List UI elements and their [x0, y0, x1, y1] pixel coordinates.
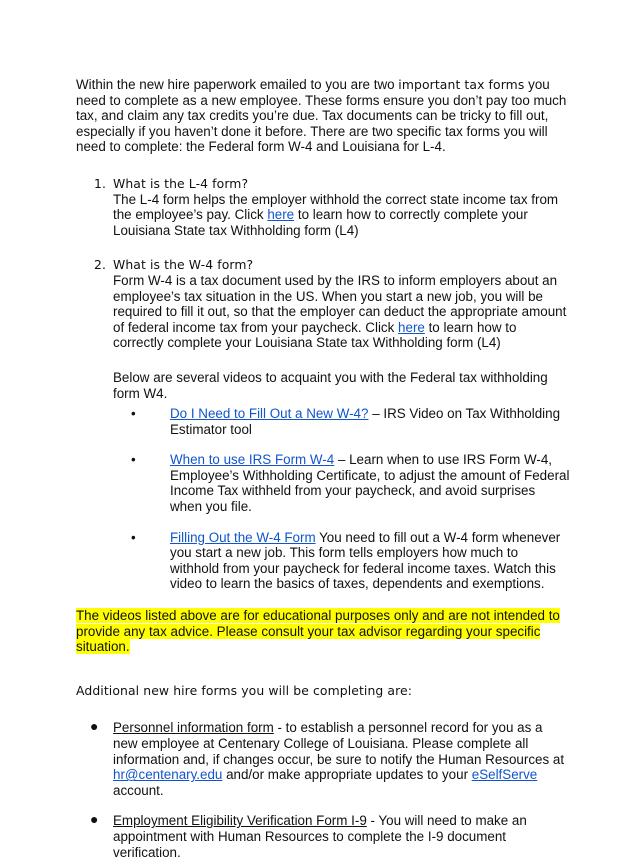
- bullet-icon: ●: [90, 718, 99, 735]
- video-item: [76, 530, 570, 592]
- bullet-icon: •: [131, 529, 136, 545]
- personnel-form-text: - to establish a personnel record for you as a new employee at Centenary College of Louisiana. Please complete all information and, if changes occur, be sure to notify the Human Resources at: [113, 720, 565, 767]
- w4-answer: [113, 273, 570, 351]
- l4-question: What is the L-4 form?: [113, 175, 249, 191]
- personnel-form-item: [76, 720, 570, 798]
- l4-here-link[interactable]: here: [267, 207, 295, 223]
- personnel-form-text-2: and/or make appropriate updates to your: [222, 767, 472, 783]
- intro-text-end: you need to complete as a new employee. These forms ensure you don’t pay too much tax, and claim any tax credits you’re due. Tax documents can be tricky to fill out, especially if you haven’t done it before. There are two specific tax forms you will need to complete: the Federal form W-4 and Louisiana for L-4.: [76, 77, 567, 155]
- video-item: [76, 452, 570, 514]
- disclaimer: [76, 608, 570, 655]
- l4-answer: [113, 192, 570, 239]
- personnel-form-title: Personnel information form: [113, 720, 274, 736]
- additional-forms-heading: Additional new hire forms you will be completing are:: [76, 682, 413, 698]
- w4-question: What is the W-4 form?: [113, 257, 254, 273]
- i9-form-text: - You will need to make an appointment with Human Resources to complete the I-9 document verification.: [113, 813, 527, 860]
- intro-text-start: Within the new hire paperwork emailed to you are two: [76, 77, 399, 92]
- video-description: You need to fill out a W-4 form whenever you start a new job. This form tells employers how much to withhold from your paycheck for federal income taxes. Watch this video to learn the basics of taxes, dependents and exemptions.: [170, 529, 561, 592]
- additional-forms-list: [76, 720, 570, 860]
- hr-email-link[interactable]: hr@centenary.edu: [113, 767, 223, 783]
- videos-intro: Below are several videos to acquaint you with the Federal tax withholding form W4.: [113, 369, 548, 401]
- l4-answer-text: The L-4 form helps the employer withhold the correct state income tax from the employee’s pay. Click: [113, 191, 559, 223]
- disclaimer-highlight: The videos listed above are for educational purposes only and are not intended to provide any tax advice. Please consult your tax advisor regarding your specific situation.: [76, 608, 560, 655]
- i9-form-item: [76, 813, 570, 860]
- bullet-icon: •: [131, 452, 136, 468]
- personnel-form-text-3: account.: [113, 782, 164, 798]
- w4-answer-text-end: to learn how to correctly complete your Louisiana State tax Withholding form (L4): [113, 319, 517, 351]
- video-list: [76, 406, 570, 592]
- w4-section: [76, 257, 570, 592]
- video-description: – IRS Video on Tax Withholding Estimator tool: [170, 406, 561, 437]
- w4-here-link[interactable]: here: [398, 319, 425, 335]
- bullet-icon: •: [131, 406, 136, 422]
- document-page: [76, 77, 570, 860]
- w4-answer-text: Form W-4 is a tax document used by the IRS to inform employers about an employee’s tax situation in the US. When you start a new job, you will be required to fill it out, so that the employer can deduct the appropriate amount of federal income tax from your paycheck. Click: [113, 272, 567, 335]
- i9-form-title: Employment Eligibility Verification Form I-9: [113, 813, 367, 829]
- intro-emphasis: important tax forms: [398, 77, 525, 92]
- video-item: [76, 406, 570, 437]
- eselfserve-link[interactable]: eSelfServe: [471, 767, 538, 783]
- l4-section: [76, 176, 570, 238]
- video-link-filling-out-w4[interactable]: Filling Out the W-4 Form: [170, 529, 316, 545]
- video-link-when-to-use-w4[interactable]: When to use IRS Form W-4: [170, 452, 335, 468]
- intro-paragraph: [76, 77, 570, 155]
- l4-number: 1.: [94, 175, 107, 191]
- video-link-fill-out-new-w4[interactable]: Do I Need to Fill Out a New W-4?: [170, 406, 369, 422]
- l4-answer-text-end: to learn how to correctly complete your Louisiana State tax Withholding form (L4): [113, 207, 528, 238]
- video-description: – Learn when to use IRS Form W-4, Employee’s Withholding Certificate, to adjust the amount of Federal Income Tax withheld from your paycheck, and avoid surprises when you file.: [170, 452, 570, 515]
- bullet-icon: ●: [90, 811, 99, 828]
- w4-number: 2.: [94, 257, 107, 273]
